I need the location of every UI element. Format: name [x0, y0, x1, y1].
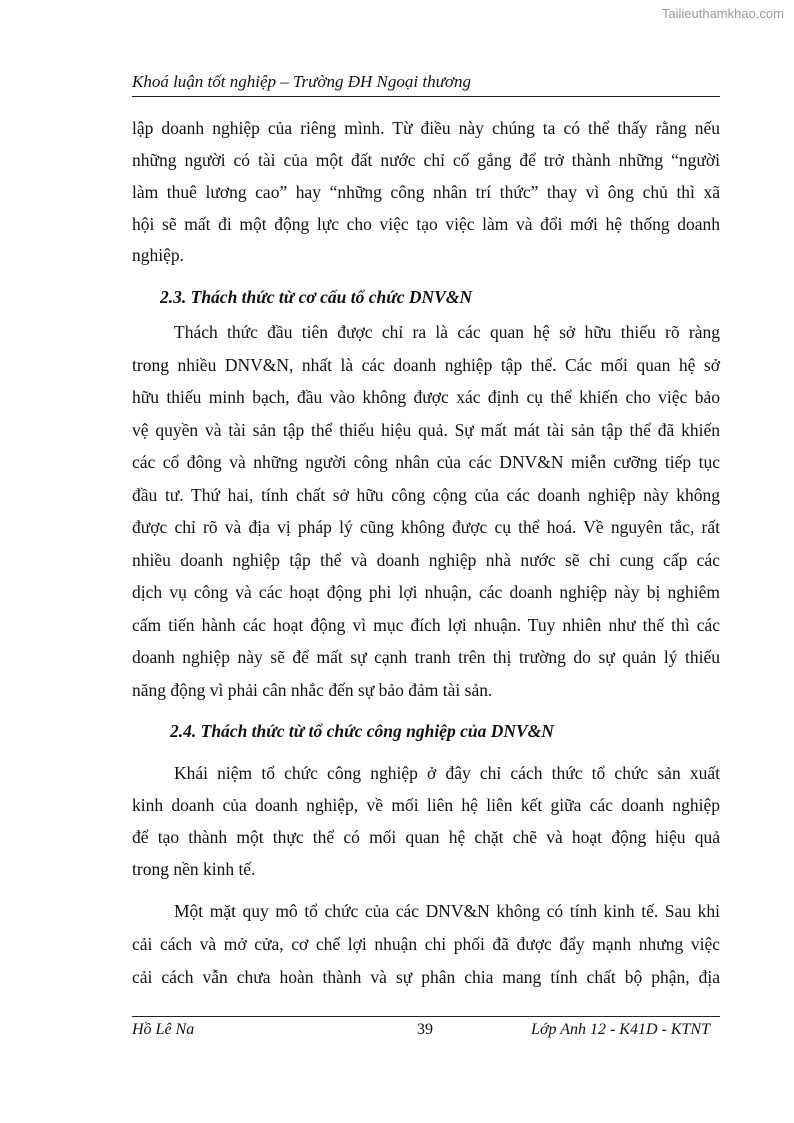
watermark: Tailieuthamkhao.com: [661, 6, 784, 21]
text-line: lập doanh nghiệp của riêng mình. Từ điều này chúng ta có thể thấy rằng nếu: [132, 118, 720, 138]
footer-author: Hồ Lê Na: [132, 1021, 195, 1038]
text-line: để tạo thành một thực thể có mối quan hệ chặt chẽ và hoạt động hiệu quả: [132, 827, 720, 847]
section-heading: 2.3. Thách thức từ cơ cấu tổ chức DNV&N: [160, 287, 473, 307]
text-line: được chỉ rõ và địa vị pháp lý cũng không được cụ thể hoá. Về nguyên tắc, rất: [132, 517, 720, 537]
text-line: Thách thức đầu tiên được chỉ ra là các quan hệ sở hữu thiếu rõ ràng: [174, 322, 720, 342]
text-line: Khái niệm tổ chức công nghiệp ở đây chỉ cách thức tổ chức sản xuất: [174, 763, 720, 783]
text-line: trong nhiều DNV&N, nhất là các doanh nghiệp tập thể. Các mối quan hệ sở: [132, 354, 720, 375]
section-heading: 2.4. Thách thức từ tổ chức công nghiệp của DNV&N: [170, 721, 554, 741]
text-line: cải cách và mở cửa, cơ chế lợi nhuận chi phối đã được đẩy mạnh nhưng việc: [132, 934, 720, 954]
text-line: hữu thiếu minh bạch, đầu vào không được xác định cụ thể khiến cho việc bảo: [132, 387, 720, 407]
text-line: doanh nghiệp này sẽ để mất sự cạnh tranh trên thị trường do sự quản lý thiếu: [132, 647, 720, 667]
text-line: năng động vì phải cân nhắc đến sự bảo đảm tài sản.: [132, 680, 493, 700]
text-line: Một mặt quy mô tổ chức của các DNV&N không có tính kinh tế. Sau khi: [174, 901, 720, 921]
text-line: cấm tiến hành các hoạt động vì mục đích lợi nhuận. Tuy nhiên như thế thì các: [132, 614, 720, 635]
text-line: những người có tài của một đất nước chỉ cố gắng để trở thành những “người: [132, 150, 720, 170]
text-line: vệ quyền và tài sản tập thể thiếu hiệu quả. Sự mất mát tài sản tập thể đã khiến: [132, 419, 720, 440]
running-header: Khoá luận tốt nghiệp – Trường ĐH Ngoại thương: [132, 72, 471, 91]
text-line: kinh doanh của doanh nghiệp, về mối liên hệ liên kết giữa các doanh nghiệp: [132, 795, 720, 815]
text-line: hội sẽ mất đi một động lực cho việc tạo việc làm và đổi mới hệ thống doanh: [132, 214, 720, 234]
text-line: nhiều doanh nghiệp tập thể và doanh nghiệp nhà nước sẽ chỉ cung cấp các: [132, 549, 720, 570]
text-line: các cổ đông và những người công nhân của các DNV&N miễn cưỡng tiếp tục: [132, 452, 720, 472]
text-line: trong nền kinh tế.: [132, 859, 256, 879]
header-rule: [132, 96, 720, 97]
text-line: dịch vụ công và các hoạt động phi lợi nhuận, các doanh nghiệp này bị nghiêm: [132, 582, 720, 602]
text-line: cải cách vẫn chưa hoàn thành và sự phân chia mang tính chất bộ phận, địa: [132, 967, 720, 987]
footer-class: Lớp Anh 12 - K41D - KTNT: [531, 1021, 710, 1038]
text-line: nghiệp.: [132, 245, 185, 265]
text-line: làm thuê lương cao” hay “những công nhân trí thức” thay vì ông chủ thì xã: [132, 182, 720, 202]
page-number: 39: [417, 1021, 433, 1038]
footer-rule: [132, 1016, 720, 1017]
text-line: đầu tư. Thứ hai, tính chất sở hữu công cộng của các doanh nghiệp này không: [132, 484, 720, 505]
